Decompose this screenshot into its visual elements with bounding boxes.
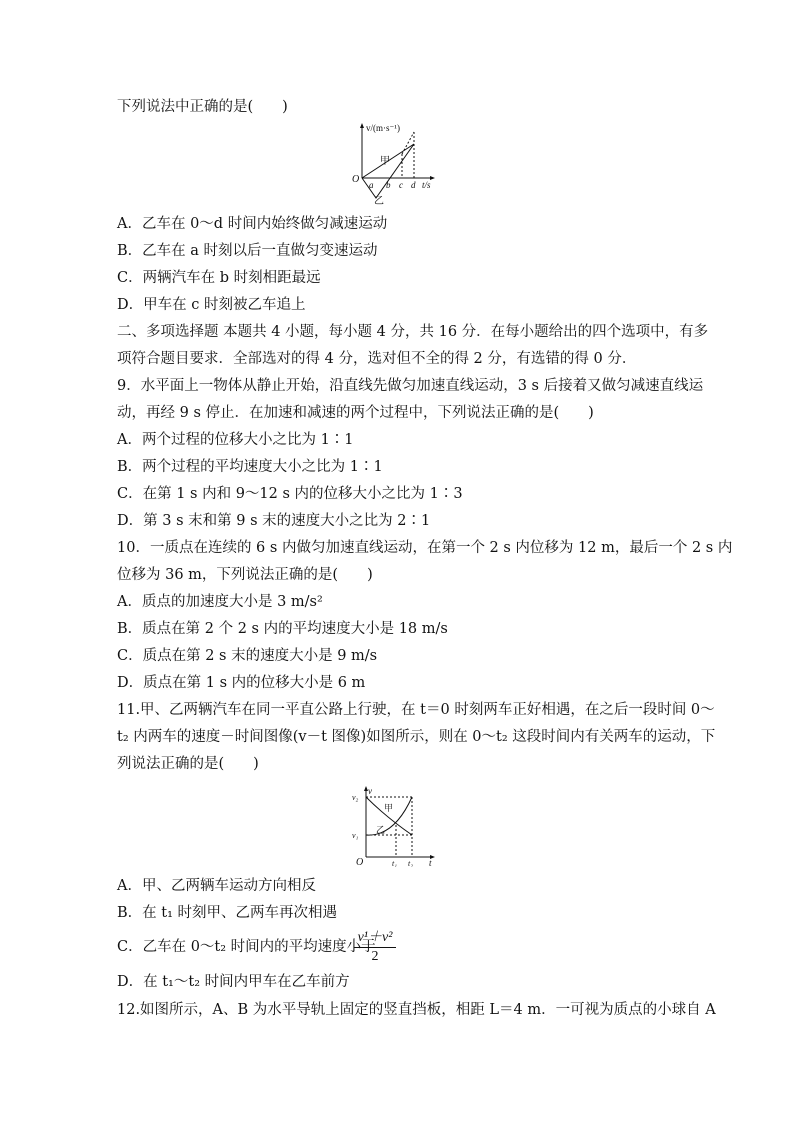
q11-y-axis-label: v <box>368 786 372 796</box>
q11-jia-label: 甲 <box>384 803 394 813</box>
q11-fraction-bar <box>354 947 396 948</box>
q9-line1: 9．水平面上一物体从静止开始，沿直线先做匀加速直线运动，3 s 后接着又做匀减速直线运 <box>117 378 704 394</box>
q8-option-b: B．乙车在 a 时刻以后一直做匀变速运动 <box>117 243 378 259</box>
q8-jia-label: 甲 <box>380 156 390 167</box>
q9-option-a: A．两个过程的位移大小之比为 1∶1 <box>117 432 354 448</box>
q10-option-b: B．质点在第 2 个 2 s 内的平均速度大小是 18 m/s <box>117 621 448 637</box>
q8-x-axis-label: t/s <box>422 180 431 190</box>
q11-fraction-denominator: 2 <box>371 949 379 964</box>
q9-option-d: D．第 3 s 末和第 9 s 末的速度大小之比为 2∶1 <box>117 513 431 529</box>
q11-vt-graph-svg <box>350 785 450 867</box>
q8-option-a: A．乙车在 0～d 时间内始终做匀减速运动 <box>117 216 388 232</box>
q10-line2: 位移为 36 m，下列说法正确的是( ) <box>117 567 373 583</box>
q11-v1-label: v₁ <box>352 831 359 840</box>
q8-vt-graph <box>340 120 450 206</box>
q11-option-c: C．乙车在 0～t₂ 时间内的平均速度小于 <box>117 939 376 955</box>
q11-line3: 列说法正确的是( ) <box>117 756 259 772</box>
q8-option-c: C．两辆汽车在 b 时刻相距最远 <box>117 270 321 286</box>
q8-tick-c: c <box>399 180 403 190</box>
q11-line2: t₂ 内两车的速度－时间图像(v－t 图像)如图所示，则在 0～t₂ 这段时间内有关两车的运动，下 <box>117 729 716 745</box>
q11-origin: O <box>356 857 364 867</box>
q8-option-d: D．甲车在 c 时刻被乙车追上 <box>117 297 306 313</box>
q8-tick-b: b <box>386 180 391 190</box>
q11-vt-graph <box>350 785 450 867</box>
q8-origin: O <box>352 174 360 185</box>
q10-line1: 10．一质点在连续的 6 s 内做匀加速直线运动，在第一个 2 s 内位移为 12 m，最后一个 2 s 内 <box>117 540 733 556</box>
q8-tick-d: d <box>411 180 416 190</box>
q11-x-axis-label: t <box>429 858 432 867</box>
q12-line1: 12.如图所示，A、B 为水平导轨上固定的竖直挡板，相距 L＝4 m．一可视为质点的小球自 A <box>117 1002 716 1018</box>
q8-y-axis-label: v/(m·s⁻¹) <box>366 123 400 133</box>
q11-yi-label: 乙 <box>376 825 386 835</box>
q11-option-d: D．在 t₁～t₂ 时间内甲车在乙车前方 <box>117 974 350 990</box>
q11-t2-label: t₂ <box>408 859 414 867</box>
q11-option-b: B．在 t₁ 时刻甲、乙两车再次相遇 <box>117 905 338 921</box>
q8-tick-a: a <box>369 180 374 190</box>
section2-line2: 项符合题目要求．全部选对的得 4 分，选对但不全的得 2 分，有选错的得 0 分． <box>117 351 637 367</box>
section2-line1: 二、多项选择题 本题共 4 小题，每小题 4 分，共 16 分．在每小题给出的四个选项中，有多 <box>117 324 709 340</box>
q11-t1-label: t₁ <box>392 859 398 867</box>
q9-option-c: C．在第 1 s 内和 9～12 s 内的位移大小之比为 1∶3 <box>117 486 463 502</box>
q11-option-a: A．甲、乙两辆车运动方向相反 <box>117 878 316 894</box>
q11-v2-label: v₂ <box>352 793 359 802</box>
q11-line1: 11.甲、乙两辆汽车在同一平直公路上行驶，在 t＝0 时刻两车正好相遇，在之后一段时间 0～ <box>117 702 715 718</box>
q8-stem: 下列说法中正确的是( ) <box>117 99 288 115</box>
q8-vt-graph-svg <box>340 120 450 206</box>
q9-option-b: B．两个过程的平均速度大小之比为 1∶1 <box>117 459 383 475</box>
q9-line2: 动，再经 9 s 停止．在加速和减速的两个过程中，下列说法正确的是( ) <box>117 405 594 421</box>
q10-option-d: D．质点在第 1 s 内的位移大小是 6 m <box>117 675 366 691</box>
q10-option-c: C．质点在第 2 s 末的速度大小是 9 m/s <box>117 648 378 664</box>
q10-option-a: A．质点的加速度大小是 3 m/s² <box>117 594 323 610</box>
q11-fraction-numerator: v¹＋v² <box>357 930 393 945</box>
q11-option-c-fraction <box>354 926 396 965</box>
q8-yi-label: 乙 <box>374 196 384 206</box>
